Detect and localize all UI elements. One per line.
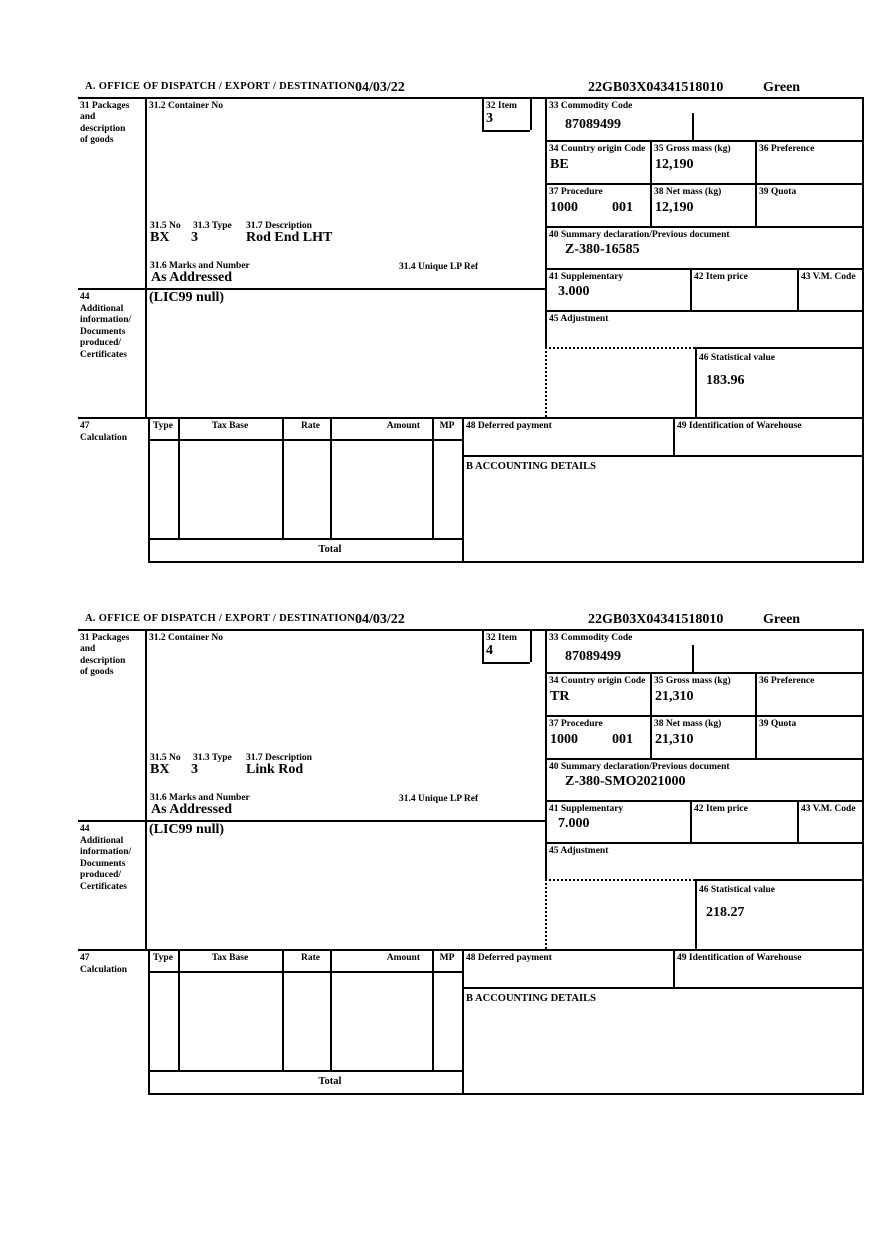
- grid-line: [862, 629, 864, 1095]
- goods-description-value: Rod End LHT: [246, 230, 333, 245]
- grid-line: [755, 672, 757, 758]
- grid-line: [330, 949, 332, 1070]
- accounting-details-label: B ACCOUNTING DETAILS: [466, 993, 596, 1004]
- box41-supplementary-label: 41 Supplementary: [549, 272, 624, 282]
- grid-line: [482, 130, 530, 132]
- grid-line: [330, 417, 332, 538]
- grid-line: [78, 417, 862, 419]
- grid-line: [148, 538, 462, 540]
- box43-vm-code-label: 43 V.M. Code: [801, 272, 856, 282]
- grid-line: [282, 949, 284, 1070]
- routing-status: Green: [763, 80, 801, 95]
- box31-4-lp-ref-label: 31.4 Unique LP Ref: [399, 794, 479, 804]
- grid-line: [462, 455, 862, 457]
- procedure-value: 1000: [550, 732, 578, 747]
- grid-line: [695, 347, 862, 349]
- grid-line: [695, 347, 697, 417]
- grid-line: [178, 949, 180, 1070]
- commodity-code-value: 87089499: [565, 117, 621, 132]
- grid-line: [545, 715, 862, 717]
- procedure-suffix-value: 001: [612, 200, 633, 215]
- grid-line: [545, 842, 862, 844]
- grid-line: [545, 226, 862, 228]
- declaration-reference: 22GB03X04341518010: [588, 612, 724, 627]
- grid-line: [462, 987, 862, 989]
- grid-line: [690, 268, 692, 310]
- box31-3-type-label: 31.3 Type: [193, 753, 232, 763]
- grid-line: [545, 672, 862, 674]
- grid-line: [673, 949, 675, 987]
- office-of-dispatch-header: A. OFFICE OF DISPATCH / EXPORT / DESTINATION: [85, 81, 356, 92]
- box48-deferred-label: 48 Deferred payment: [466, 953, 552, 963]
- box44-text-label: Additional information/ Documents produced/ Certificates: [80, 304, 132, 360]
- grid-line: [695, 879, 697, 949]
- dispatch-date: 04/03/22: [355, 612, 405, 627]
- dotted-grid-line: [545, 347, 695, 349]
- grid-line: [692, 645, 694, 672]
- grid-line: [797, 800, 799, 842]
- item-number-value: 3: [486, 111, 493, 126]
- calc-col-amount: Amount: [386, 421, 420, 431]
- grid-line: [545, 800, 862, 802]
- box47-number-label: 47: [80, 421, 90, 431]
- net-mass-value: 12,190: [655, 200, 694, 215]
- previous-document-value: Z-380-16585: [565, 242, 640, 257]
- box44-number-label: 44: [80, 824, 90, 834]
- gross-mass-value: 21,310: [655, 689, 694, 704]
- previous-document-value: Z-380-SMO2021000: [565, 774, 686, 789]
- box43-vm-code-label: 43 V.M. Code: [801, 804, 856, 814]
- grid-line: [797, 268, 799, 310]
- calc-col-type: Type: [153, 421, 173, 431]
- net-mass-value: 21,310: [655, 732, 694, 747]
- box38-net-mass-label: 38 Net mass (kg): [654, 187, 722, 197]
- calc-col-tax-base: Tax Base: [211, 421, 249, 431]
- box45-adjustment-label: 45 Adjustment: [549, 846, 609, 856]
- grid-line: [530, 97, 532, 130]
- grid-line: [78, 97, 862, 99]
- grid-line: [462, 949, 464, 1095]
- grid-line: [695, 879, 862, 881]
- box40-previous-doc-label: 40 Summary declaration/Previous document: [549, 762, 730, 772]
- box44-number-label: 44: [80, 292, 90, 302]
- grid-line: [432, 417, 434, 538]
- box40-previous-doc-label: 40 Summary declaration/Previous document: [549, 230, 730, 240]
- grid-line: [482, 97, 484, 130]
- declaration-reference: 22GB03X04341518010: [588, 80, 724, 95]
- box32-item-label: 32 Item: [486, 633, 517, 643]
- grid-line: [462, 417, 464, 563]
- box47-calculation-label: Calculation: [80, 965, 127, 975]
- box49-warehouse-label: 49 Identification of Warehouse: [677, 421, 802, 431]
- box31-2-container-label: 31.2 Container No: [149, 633, 223, 643]
- box37-procedure-label: 37 Procedure: [549, 187, 603, 197]
- grid-line: [482, 662, 530, 664]
- calc-col-tax-base: Tax Base: [211, 953, 249, 963]
- commodity-code-value: 87089499: [565, 649, 621, 664]
- box46-statistical-label: 46 Statistical value: [699, 353, 775, 363]
- marks-and-number-value: As Addressed: [151, 270, 233, 285]
- box31-6-marks-label: 31.6 Marks and Number: [150, 793, 250, 803]
- box34-origin-label: 34 Country origin Code: [549, 144, 646, 154]
- item-number-value: 4: [486, 643, 493, 658]
- box34-origin-label: 34 Country origin Code: [549, 676, 646, 686]
- item-section-1: [0, 80, 882, 580]
- grid-line: [545, 268, 862, 270]
- grid-line: [148, 1070, 462, 1072]
- routing-status: Green: [763, 612, 801, 627]
- dispatch-date: 04/03/22: [355, 80, 405, 95]
- country-origin-value: BE: [550, 157, 569, 172]
- box31-label: 31 Packages and description of goods: [80, 101, 130, 146]
- box47-calculation-label: Calculation: [80, 433, 127, 443]
- grid-line: [545, 183, 862, 185]
- grid-line: [673, 417, 675, 455]
- grid-line: [145, 97, 147, 417]
- goods-description-value: Link Rod: [246, 762, 304, 777]
- box31-4-lp-ref-label: 31.4 Unique LP Ref: [399, 262, 479, 272]
- box37-procedure-label: 37 Procedure: [549, 719, 603, 729]
- box36-preference-label: 36 Preference: [759, 676, 815, 686]
- grid-line: [432, 949, 434, 1070]
- calc-col-type: Type: [153, 953, 173, 963]
- grid-line: [482, 629, 484, 662]
- country-origin-value: TR: [550, 689, 570, 704]
- box38-net-mass-label: 38 Net mass (kg): [654, 719, 722, 729]
- grid-line: [148, 439, 462, 441]
- box31-3-type-label: 31.3 Type: [193, 221, 232, 231]
- procedure-value: 1000: [550, 200, 578, 215]
- box47-number-label: 47: [80, 953, 90, 963]
- total-label: Total: [318, 1076, 342, 1087]
- box31-5-no-label: 31.5 No: [150, 221, 181, 231]
- dotted-grid-line: [545, 347, 547, 417]
- box39-quota-label: 39 Quota: [759, 719, 797, 729]
- package-no-value: BX: [150, 230, 170, 245]
- grid-line: [650, 672, 652, 758]
- grid-line: [530, 629, 532, 662]
- package-type-value: 3: [191, 762, 198, 777]
- marks-and-number-value: As Addressed: [151, 802, 233, 817]
- box49-warehouse-label: 49 Identification of Warehouse: [677, 953, 802, 963]
- grid-line: [148, 1093, 862, 1095]
- box35-gross-mass-label: 35 Gross mass (kg): [654, 144, 731, 154]
- total-label: Total: [318, 544, 342, 555]
- box42-item-price-label: 42 Item price: [694, 804, 748, 814]
- gross-mass-value: 12,190: [655, 157, 694, 172]
- grid-line: [78, 629, 862, 631]
- supplementary-value: 7.000: [558, 816, 590, 831]
- grid-line: [692, 113, 694, 140]
- box31-7-description-label: 31.7 Description: [246, 221, 312, 231]
- box46-statistical-label: 46 Statistical value: [699, 885, 775, 895]
- grid-line: [545, 310, 862, 312]
- box44-text-label: Additional information/ Documents produced/ Certificates: [80, 836, 132, 892]
- box41-supplementary-label: 41 Supplementary: [549, 804, 624, 814]
- grid-line: [78, 949, 862, 951]
- grid-line: [148, 561, 862, 563]
- package-no-value: BX: [150, 762, 170, 777]
- box42-item-price-label: 42 Item price: [694, 272, 748, 282]
- office-of-dispatch-header: A. OFFICE OF DISPATCH / EXPORT / DESTINATION: [85, 613, 356, 624]
- grid-line: [755, 140, 757, 226]
- grid-line: [862, 97, 864, 563]
- box31-5-no-label: 31.5 No: [150, 753, 181, 763]
- box35-gross-mass-label: 35 Gross mass (kg): [654, 676, 731, 686]
- grid-line: [148, 971, 462, 973]
- calc-col-mp: MP: [439, 953, 455, 963]
- grid-line: [545, 140, 862, 142]
- supplementary-value: 3.000: [558, 284, 590, 299]
- calc-col-rate: Rate: [301, 421, 320, 431]
- grid-line: [545, 97, 547, 347]
- box31-6-marks-label: 31.6 Marks and Number: [150, 261, 250, 271]
- grid-line: [545, 758, 862, 760]
- grid-line: [650, 140, 652, 226]
- package-type-value: 3: [191, 230, 198, 245]
- dotted-grid-line: [545, 879, 547, 949]
- box48-deferred-label: 48 Deferred payment: [466, 421, 552, 431]
- grid-line: [148, 949, 150, 1095]
- item-section-2: [0, 612, 882, 1112]
- box36-preference-label: 36 Preference: [759, 144, 815, 154]
- statistical-value: 218.27: [706, 905, 745, 920]
- additional-info-value: (LIC99 null): [149, 822, 225, 837]
- grid-line: [178, 417, 180, 538]
- calc-col-mp: MP: [439, 421, 455, 431]
- box39-quota-label: 39 Quota: [759, 187, 797, 197]
- box33-commodity-label: 33 Commodity Code: [549, 633, 633, 643]
- box33-commodity-label: 33 Commodity Code: [549, 101, 633, 111]
- additional-info-value: (LIC99 null): [149, 290, 225, 305]
- grid-line: [545, 629, 547, 879]
- box32-item-label: 32 Item: [486, 101, 517, 111]
- box31-7-description-label: 31.7 Description: [246, 753, 312, 763]
- grid-line: [148, 417, 150, 563]
- box31-label: 31 Packages and description of goods: [80, 633, 130, 678]
- accounting-details-label: B ACCOUNTING DETAILS: [466, 461, 596, 472]
- grid-line: [690, 800, 692, 842]
- dotted-grid-line: [545, 879, 695, 881]
- procedure-suffix-value: 001: [612, 732, 633, 747]
- box31-2-container-label: 31.2 Container No: [149, 101, 223, 111]
- calc-col-amount: Amount: [386, 953, 420, 963]
- calc-col-rate: Rate: [301, 953, 320, 963]
- grid-line: [145, 629, 147, 949]
- box45-adjustment-label: 45 Adjustment: [549, 314, 609, 324]
- statistical-value: 183.96: [706, 373, 745, 388]
- grid-line: [282, 417, 284, 538]
